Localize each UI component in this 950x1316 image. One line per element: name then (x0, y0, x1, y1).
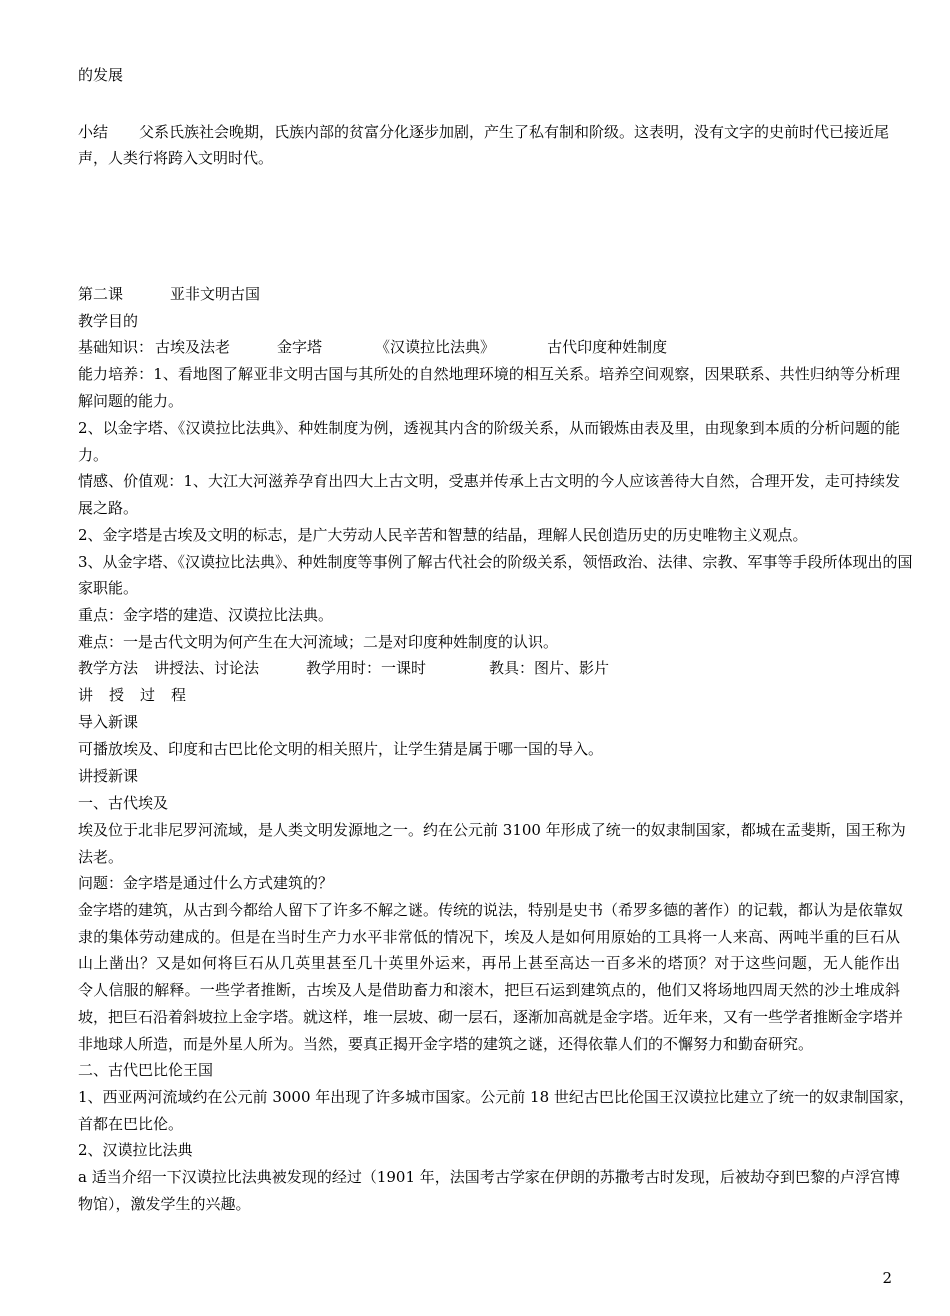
ability-line-1: 能力培养：1、看地图了解亚非文明古国与其所处的自然地理环境的相互关系。培养空间观察，因果联系、共性归纳等分析理 (78, 365, 900, 383)
section-2-a-line: a 适当介绍一下汉谟拉比法典被发现的经过（1901 年，法国考古学家在伊朗的苏撒考古时发现，后被劫夺到巴黎的卢浮宫博 (78, 1168, 900, 1186)
summary-line-1 (78, 124, 900, 141)
pyramid-para-line: 隶的集体劳动建成的。但是在当时生产力水平非常低的情况下，埃及人是如何用原始的工具将一人来高、两吨半重的巨石从 (78, 928, 900, 946)
pyramid-para-line: 金字塔的建筑，从古到今都给人留下了许多不解之谜。传统的说法，特别是史书（希罗多德的著作）的记载，都认为是依靠奴 (78, 901, 904, 919)
summary-line-2: 声，人类行将跨入文明时代。 (78, 149, 274, 167)
section-1-para-line: 埃及位于北非尼罗河流域，是人类文明发源地之一。约在公元前 3100 年形成了统一的奴隶制国家，都城在孟斐斯，国王称为 (78, 821, 906, 839)
objectives-heading: 教学目的 (78, 312, 139, 330)
pyramid-para-line: 坡，把巨石沿着斜坡拉上金字塔。就这样，堆一层坡、砌一层石，逐渐加高就是金字塔。近年来，又有一些学者推断金字塔并 (78, 1008, 904, 1026)
method-value: 讲授法、讨论法 (154, 659, 260, 677)
basic-knowledge-item: 金字塔 (277, 338, 323, 356)
values-line-4: 3、从金字塔、《汉谟拉比法典》、种姓制度等事例了解古代社会的阶级关系，领悟政治、法律、宗教、军事等手段所体现出的国 (78, 553, 913, 571)
continued-heading: 的发展 (78, 66, 124, 84)
values-line-1: 情感、价值观：1、大江大河滋养孕育出四大上古文明，受惠并传承上古文明的今人应该善待大自然，合理开发，走可持续发 (78, 472, 900, 490)
summary-label: 小结 (78, 123, 109, 141)
key-points: 重点：金字塔的建造、汉谟拉比法典。 (78, 606, 334, 624)
section-1-heading: 一、古代埃及 (78, 794, 169, 812)
section-1-question: 问题：金字塔是通过什么方式建筑的？ (78, 874, 334, 892)
process-char: 过 (140, 686, 156, 704)
method-label: 教学方法 (78, 659, 139, 677)
summary-text-1: 父系氏族社会晚期，氏族内部的贫富分化逐步加剧，产生了私有制和阶级。这表明，没有文字的史前时代已接近尾 (139, 123, 890, 141)
basic-knowledge-line (78, 339, 900, 356)
pyramid-para-line: 令人信服的解释。一些学者推断，古埃及人是借助畜力和滚木，把巨石运到建筑点的，他们又将场地四周天然的沙土堆成斜 (78, 981, 900, 999)
pyramid-para-line: 山上凿出？又是如何将巨石从几英里甚至几十英里外运来，再吊上甚至高达一百多米的塔顶？对于这些问题，无人能作出 (78, 954, 900, 972)
intro-heading: 导入新课 (78, 713, 139, 731)
section-1-para-line: 法老。 (78, 848, 124, 866)
ability-line-3: 2、以金字塔、《汉谟拉比法典》、种姓制度为例，透视其内含的阶级关系，从而锻炼由表及里，由现象到本质的分析问题的能 (78, 419, 900, 437)
values-line-2: 展之路。 (78, 499, 139, 517)
process-char: 程 (171, 686, 187, 704)
intro-text: 可播放埃及、印度和古巴比伦文明的相关照片，让学生猜是属于哪一国的导入。 (78, 740, 604, 758)
process-char: 讲 (78, 686, 94, 704)
difficulties: 难点：一是古代文明为何产生在大河流域；二是对印度种姓制度的认识。 (78, 633, 559, 651)
method-tools: 教具：图片、影片 (489, 659, 610, 677)
method-line (78, 660, 900, 677)
section-2-sub-heading: 2、汉谟拉比法典 (78, 1141, 193, 1159)
new-lesson-heading: 讲授新课 (78, 767, 139, 785)
section-2-heading: 二、古代巴比伦王国 (78, 1061, 214, 1079)
lesson-title: 亚非文明古国 (170, 285, 261, 303)
method-time: 教学用时：一课时 (306, 659, 427, 677)
section-2-a-line: 物馆），激发学生的兴趣。 (78, 1195, 251, 1213)
pyramid-para-line: 非地球人所造，而是外星人所为。当然，要真正揭开金字塔的建筑之谜，还得依靠人们的不懈努力和勤奋研究。 (78, 1035, 814, 1053)
basic-knowledge-label: 基础知识： (78, 338, 154, 356)
section-2-para-line: 首都在巴比伦。 (78, 1115, 184, 1133)
process-heading (78, 687, 900, 704)
lesson-heading (78, 286, 900, 303)
basic-knowledge-item: 古代印度种姓制度 (547, 338, 668, 356)
basic-knowledge-item: 古埃及法老 (155, 338, 231, 356)
ability-line-4: 力。 (78, 446, 109, 464)
page-number: 2 (882, 1269, 892, 1287)
ability-line-2: 解问题的能力。 (78, 392, 184, 410)
basic-knowledge-item: 《汉谟拉比法典》 (375, 338, 496, 356)
values-line-5: 家职能。 (78, 579, 139, 597)
process-char: 授 (109, 686, 125, 704)
section-2-para-line: 1、西亚两河流域约在公元前 3000 年出现了许多城市国家。公元前 18 世纪古巴比伦国王汉谟拉比建立了统一的奴隶制国家， (78, 1088, 914, 1106)
values-line-3: 2、金字塔是古埃及文明的标志，是广大劳动人民辛苦和智慧的结晶，理解人民创造历史的历史唯物主义观点。 (78, 526, 808, 544)
lesson-number: 第二课 (78, 285, 124, 303)
